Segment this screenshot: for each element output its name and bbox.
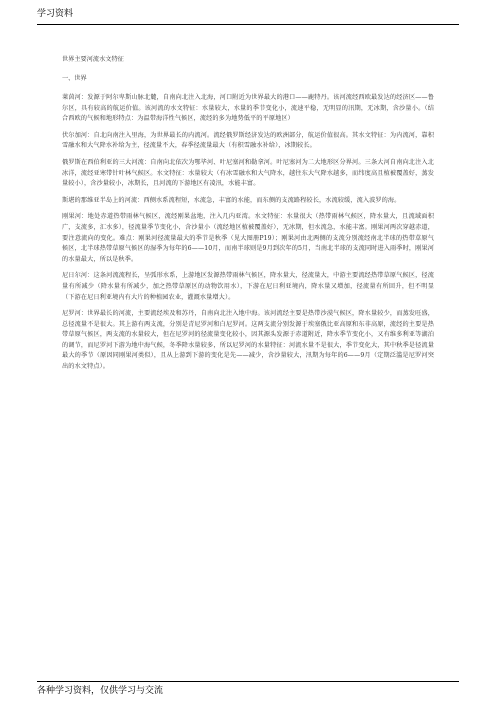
header-divider <box>37 24 459 25</box>
paragraph-nile: 尼罗河：世界最长的河流，主要流经埃及和苏丹，自南向北注入地中海。该河流经主要是热带沙漠气候区，降水量较少，而蒸发旺盛，总径流量不是很大。其上游有两支流，分别是青尼罗河和白尼罗河。这两支流分别发源于埃塞俄比亚高原和东非高原，流经的主要是热带草原气候区，两支流的水量较大，但在尼罗河的径流量变化较小，因其源头发源于赤道附近，降水季节变化小，又有维多利亚等湖泊的调节，而尼罗河下游为地中海气候，冬季降水量较多，所以尼罗河的水量特征：河流水量不是很大，季节变化大，其中秋季是径流量最大的季节（原因同刚果河类似），且从上游到下游的变化是先——减少，含沙量较大，汛期为每年的6——9月（定期泛滥是尼罗河突出的水文特点）。 <box>62 310 434 371</box>
document-title: 世界主要河流水文特征 <box>62 56 124 63</box>
paragraph-scandinavia: 斯堪的那维亚半岛上的河流：西侧水系流程短，水流急，丰富的水能，而东侧的支流路程较长，水流较缓，流入波罗的海。 <box>62 196 401 204</box>
document-body <box>62 55 434 379</box>
paragraph-rhine: 莱茵河：发源于阿尔卑斯山脉北麓，自南向北注入北海，河口附近为世界最大的港口——鹿特丹。该河流经西欧最发达的经济区——鲁尔区，具有较高的航运价值。该河流的水文特征：水量较大，水量的季节变化小，流速平稳，无明显的汛期，无冰期，含沙量小。（结合西欧的气候和地形特点：为温带海洋性气候区，流经的多为地势低平的平原地区） <box>62 94 434 123</box>
paragraph-volga: 伏尔加河：自北向南注入里海，为世界最长的内流河。流经俄罗斯经济发达的欧洲部分，航运价值很高。其水文特征：为内流河，靠积雪融水和大气降水补给为主，径流量不大，春季径流量最大（有积雪融水补给），冰期较长。 <box>62 131 434 150</box>
page-footer-label: 各种学习资料，仅供学习与交流 <box>37 686 164 696</box>
page-header-label: 学习资料 <box>37 9 74 19</box>
paragraph-congo: 刚果河：地处赤道热带雨林气候区，流经刚果盆地，注入几内亚湾。水文特征：水量很大（热带雨林气候区，降水量大，且流域面积广，支流多，汇水多），径流量季节变化小，含沙量小（流经地区植被覆盖好），无冰期，但水流急，水能丰富。刚果河两次穿越赤道，要注意流向的变化。难点：刚果河径流量最大的季节是秋季（见大图册P19）；刚果河由北两侧的支流分别流经南北半球的热带草原气候区，北半球热带草原气候区的湿季为每年的6——10月，而南半球则是9月到次年的5月，当南北半球的支流同时进入雨季时，刚果河的水量最大，所以是秋季。 <box>62 213 434 263</box>
paragraph-siberian-rivers: 俄罗斯在西伯利亚的三大河流：自南向北依次为鄂毕河、叶尼塞河和勒拿河。叶尼塞河为二大地形区分界河。三条大河自南向北注入北冰洋，流经亚寒带针叶林气候区。水文特征：水量较大（有冰雪融水和大气降水，越往东大气降水越多，而纬度高且植被覆盖好，蒸发量较小），含沙量较小，冰期长，且河流的下游地区有凌汛，水能丰富。 <box>62 158 434 188</box>
section-heading: 一、世界 <box>62 75 87 82</box>
paragraph-niger: 尼日尔河：这条河流流程长，呈弧形水系，上游地区发源热带雨林气候区，降水量大，径流量大，中游主要流经热带草原气候区，径流量有所减少（降水量有所减少，加之热带草原区的动物饮用水），下游在尼日利亚境内，降水量又增加，径流量有所回升，但不明显（下游在尼日利亚境内有大片的种植园农业，灌溉水量增大）。 <box>62 272 434 301</box>
footer-divider <box>37 681 459 682</box>
